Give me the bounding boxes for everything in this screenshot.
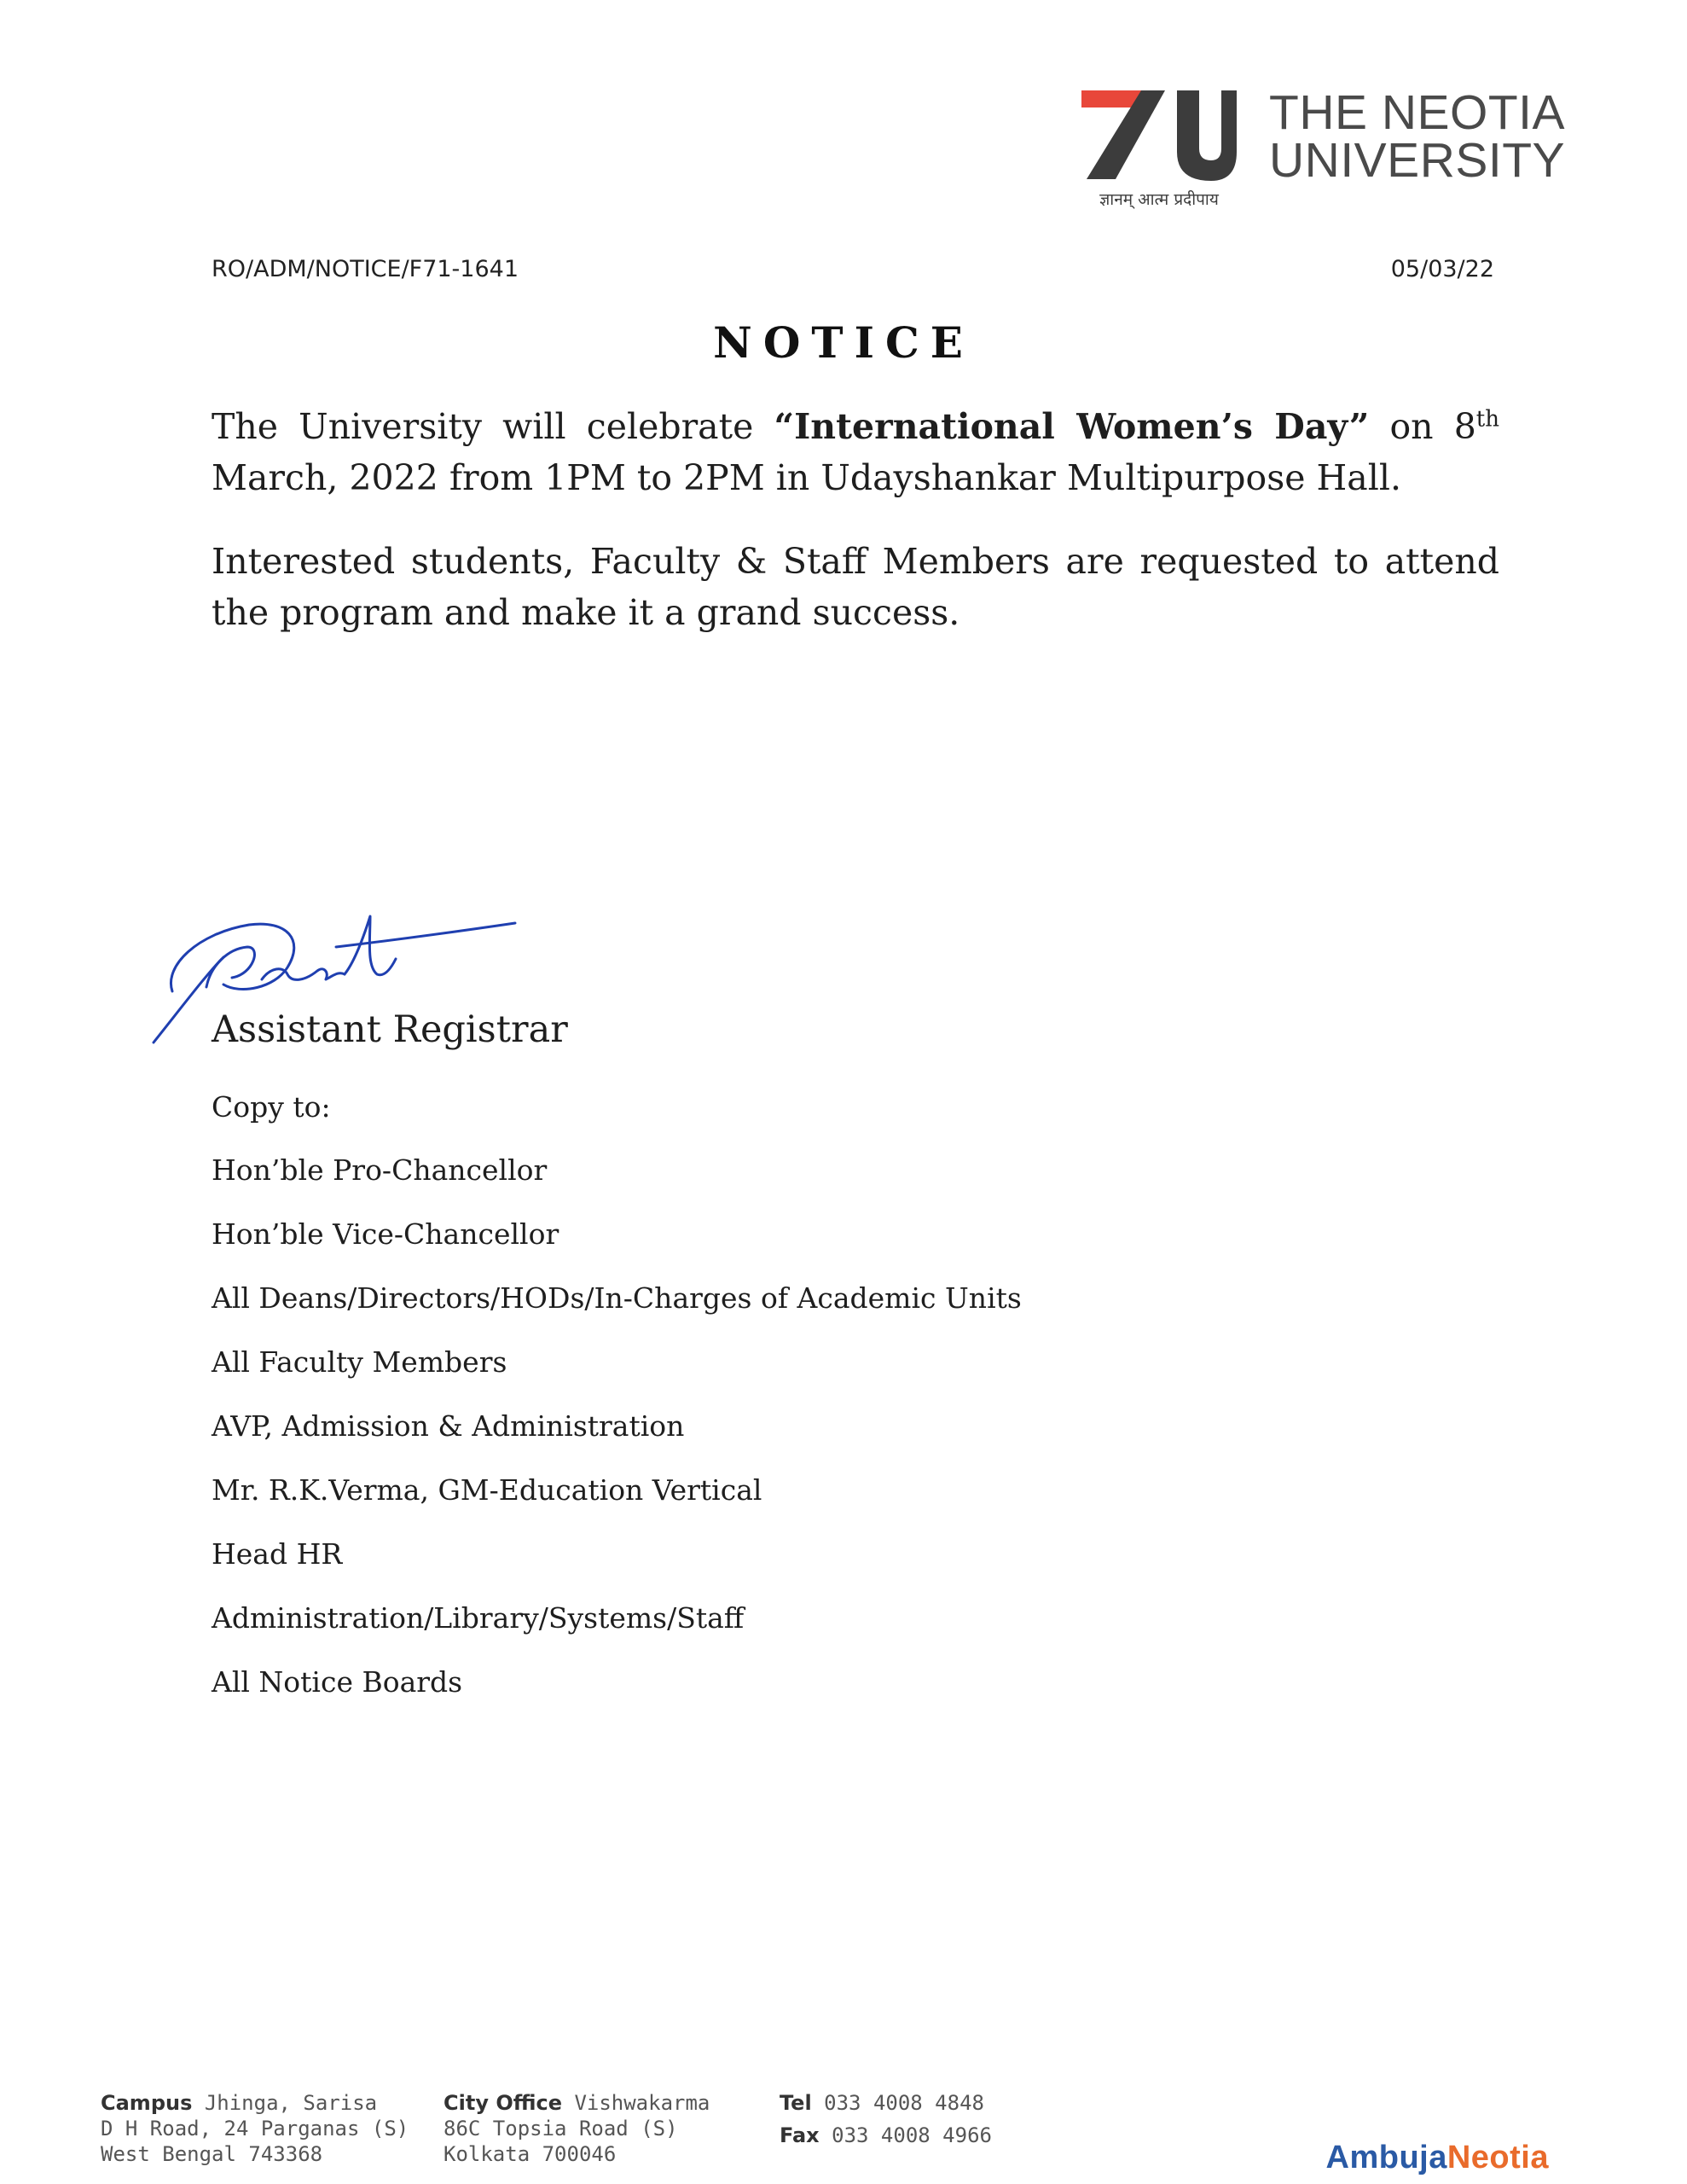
list-item: All Faculty Members bbox=[212, 1345, 507, 1379]
brand-neotia: Neotia bbox=[1446, 2140, 1549, 2175]
paragraph-1-text-c: March, 2022 from 1PM to 2PM in Udayshankar Multipurpose Hall. bbox=[212, 457, 1402, 498]
tel-number: 033 4008 4848 bbox=[824, 2091, 984, 2115]
notice-title: NOTICE bbox=[713, 317, 974, 368]
university-logo bbox=[1081, 85, 1566, 222]
list-item: Hon’ble Vice-Chancellor bbox=[212, 1217, 559, 1251]
reference-number: RO/ADM/NOTICE/F71-1641 bbox=[212, 256, 519, 282]
city-line-3: Kolkata 700046 bbox=[443, 2142, 617, 2166]
list-item: Head HR bbox=[212, 1537, 343, 1571]
footer-contact bbox=[780, 2090, 992, 2148]
list-item: All Deans/Directors/HODs/In-Charges of Academic Units bbox=[212, 1281, 1022, 1315]
ordinal-suffix: th bbox=[1475, 406, 1499, 433]
campus-line-1: Jhinga, Sarisa bbox=[204, 2091, 378, 2115]
notice-paragraph-2: Interested students, Faculty & Staff Members are requested to attend the program and make it a grand success. bbox=[212, 541, 1499, 633]
university-motto: ज्ञानम् आत्म प्रदीपाय bbox=[1099, 190, 1219, 209]
signatory-title: Assistant Registrar bbox=[212, 1008, 568, 1051]
ambuja-neotia-logo bbox=[1326, 2140, 1550, 2176]
city-line-1: Vishwakarma bbox=[574, 2091, 710, 2115]
list-item: All Notice Boards bbox=[212, 1665, 463, 1699]
paragraph-1-text-a: The University will celebrate bbox=[212, 406, 774, 447]
paragraph-1-text-b: on 8 bbox=[1369, 406, 1476, 447]
campus-label: Campus bbox=[101, 2091, 193, 2115]
notice-date: 05/03/22 bbox=[1390, 256, 1494, 282]
list-item: Hon’ble Pro-Chancellor bbox=[212, 1153, 548, 1187]
tel-label: Tel bbox=[780, 2091, 812, 2115]
list-item: AVP, Admission & Administration bbox=[212, 1409, 685, 1443]
fax-label: Fax bbox=[780, 2123, 820, 2147]
campus-line-3: West Bengal 743368 bbox=[101, 2142, 323, 2166]
neotia-logo-icon bbox=[1081, 85, 1244, 188]
footer-city-office bbox=[443, 2090, 710, 2167]
city-office-label: City Office bbox=[443, 2091, 562, 2115]
fax-number: 033 4008 4966 bbox=[832, 2123, 992, 2147]
copy-to-label: Copy to: bbox=[212, 1090, 331, 1124]
list-item: Mr. R.K.Verma, GM-Education Vertical bbox=[212, 1473, 762, 1507]
campus-line-2: D H Road, 24 Parganas (S) bbox=[101, 2117, 409, 2140]
brand-ambuja: Ambuja bbox=[1325, 2140, 1447, 2175]
copy-to-list bbox=[212, 1153, 1022, 1729]
list-item: Administration/Library/Systems/Staff bbox=[212, 1601, 745, 1635]
footer-campus-address bbox=[101, 2090, 409, 2167]
university-name-line1: THE NEOTIA bbox=[1269, 85, 1566, 140]
university-name bbox=[1269, 85, 1566, 188]
city-line-2: 86C Topsia Road (S) bbox=[443, 2117, 678, 2140]
notice-paragraph-1 bbox=[212, 401, 1499, 503]
event-name: “International Women’s Day” bbox=[774, 406, 1370, 447]
university-name-line2: UNIVERSITY bbox=[1269, 133, 1566, 188]
